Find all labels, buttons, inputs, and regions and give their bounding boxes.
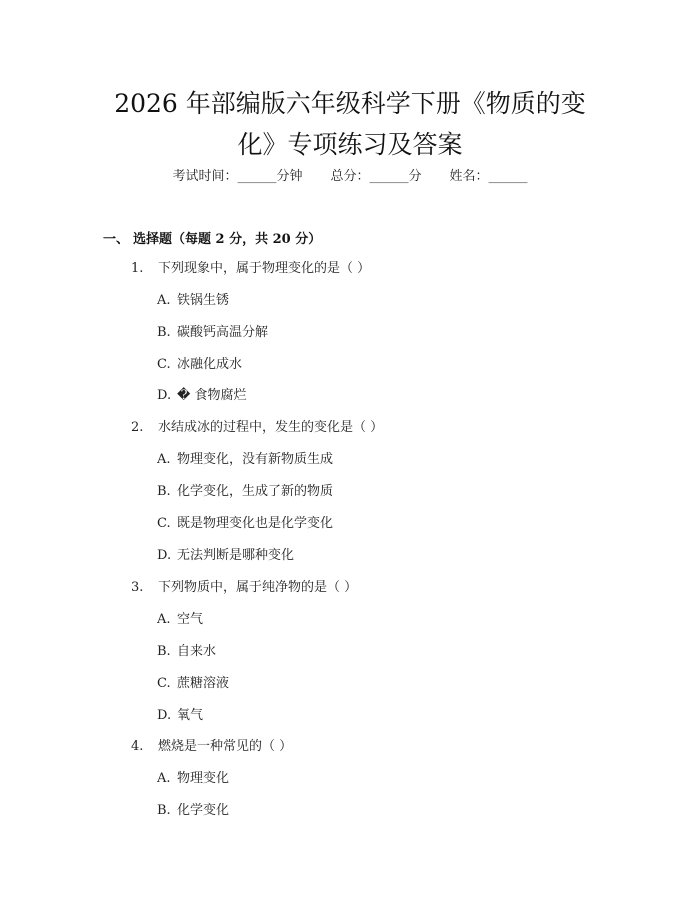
option-1-c: C. 冰融化成水 [157,357,243,372]
section-heading [103,228,321,247]
option-1-a: A. 铁锅生锈 [157,293,230,308]
question-text: 燃烧是一种常见的（ ） [158,739,293,754]
question-number: 4. [131,739,144,754]
question-4 [131,737,292,757]
exam-time-label: 考试时间：______分钟 [172,169,303,184]
total-score-label: 总分：______分 [330,169,422,184]
question-1 [131,259,370,279]
exam-meta [0,167,700,187]
option-2-d: D. 无法判断是哪种变化 [157,548,295,563]
title-line-2: 化》专项练习及答案 [237,130,463,159]
student-name-label: 姓名：______ [449,169,528,184]
question-number: 1. [131,261,144,276]
option-2-c: C. 既是物理变化也是化学变化 [157,516,334,531]
question-text: 下列物质中，属于纯净物的是（ ） [158,580,358,595]
question-text: 下列现象中，属于物理变化的是（ ） [158,261,371,276]
document-title [90,83,610,165]
section-number: 一、 [103,232,130,247]
option-4-a: A. 物理变化 [157,771,230,786]
option-3-d: D. 氧气 [157,708,204,723]
option-1-b: B. 碳酸钙高温分解 [157,325,269,340]
title-line-1: 2026 年部编版六年级科学下册《物质的变 [114,89,586,118]
option-3-b: B. 自来水 [157,644,217,659]
option-3-c: C. 蔗糖溶液 [157,676,230,691]
question-3 [131,578,357,598]
section-title: 选择题（每题 2 分，共 20 分） [133,232,322,247]
option-1-d: D. � 食物腐烂 [157,388,247,403]
option-3-a: A. 空气 [157,612,204,627]
question-text: 水结成冰的过程中，发生的变化是（ ） [158,420,384,435]
option-2-b: B. 化学变化，生成了新的物质 [157,484,334,499]
question-2 [131,418,383,438]
question-number: 2. [131,420,144,435]
option-4-b: B. 化学变化 [157,803,230,818]
question-number: 3. [131,580,144,595]
option-2-a: A. 物理变化，没有新物质生成 [157,452,334,467]
